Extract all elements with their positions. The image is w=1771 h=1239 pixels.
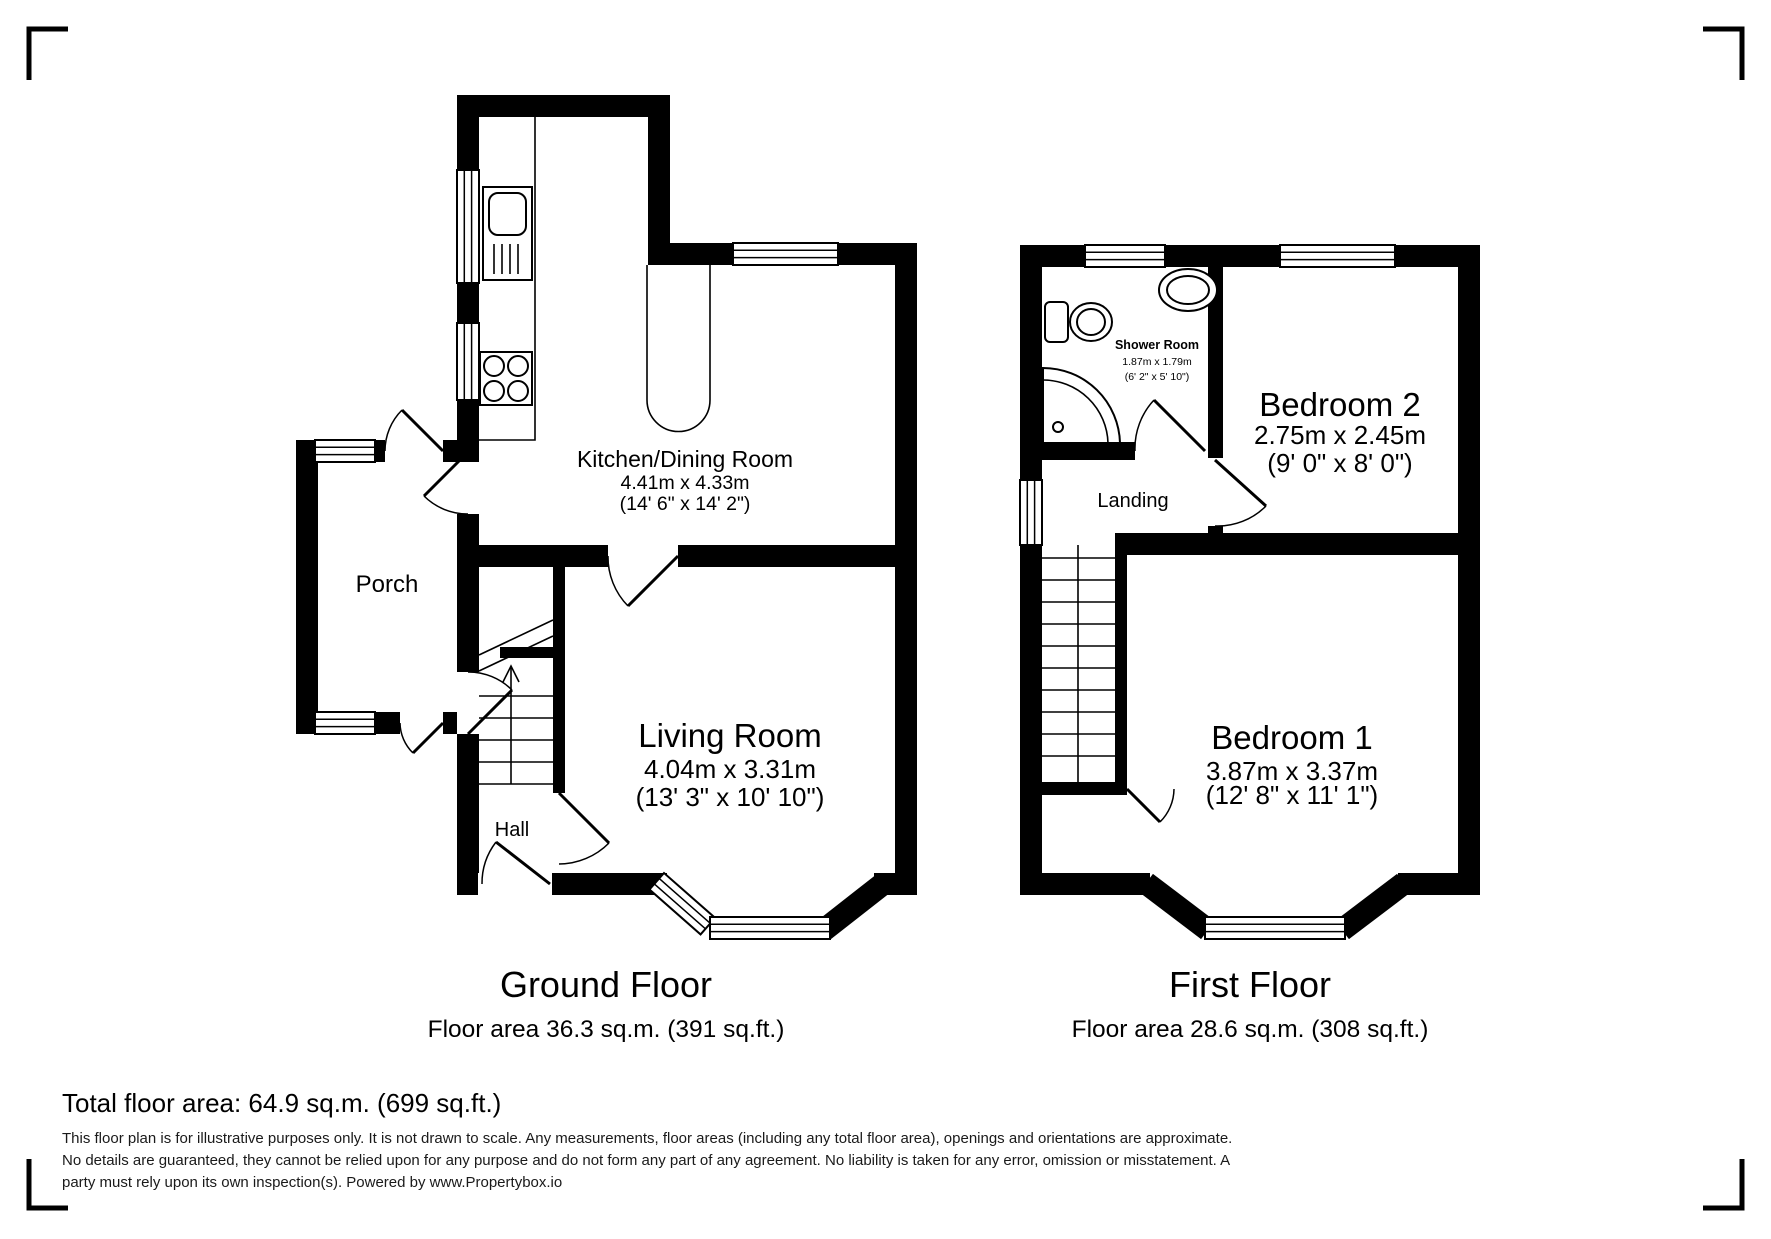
room-label-landing: Landing [1097,490,1169,512]
window [315,712,375,734]
first-floor-plan [1020,245,1480,939]
room-dims-bedroom2-metric: 2.75m x 2.45m [1254,420,1426,450]
room-dims-bedroom2-imperial: (9' 0" x 8' 0") [1267,448,1413,478]
corner-mark-bottom-right [1703,1159,1742,1208]
corner-mark-top-left [29,29,68,80]
gf-staircase [479,620,553,784]
room-dims-kitchen-imperial: (14' 6" x 14' 2") [619,493,751,515]
kitchen-hob [480,352,532,405]
window [1280,245,1395,267]
window [733,243,838,265]
room-dims-bedroom1-imperial: (12' 8" x 11' 1") [1205,780,1379,810]
ff-windows [1020,245,1395,939]
door-swing [559,793,609,864]
room-label-porch: Porch [355,571,419,598]
disclaimer-text: This floor plan is for illustrative purposes only. It is not drawn to scale. Any measurements, floor areas (including any total floor area), openings and orientations are approximate. No details are guaranteed, they cannot be relied upon for any purpose and do not form any part of any agreement. No liability is taken for any error, omission or misstatement. A party must rely upon its own inspection(s). Powered by www.Propertybox.io [62,1130,1233,1192]
window [457,323,479,400]
window [1085,245,1165,267]
toilet [1045,302,1112,342]
room-dims-shower-metric: 1.87m x 1.79m [1122,356,1192,368]
door-swing [482,842,550,884]
room-label-bedroom1: Bedroom 1 [1211,719,1373,756]
room-dims-living-imperial: (13' 3" x 10' 10") [635,782,825,812]
room-dims-bedroom1-metric: 3.87m x 3.37m [1206,756,1378,786]
corner-marks [29,29,1742,1208]
corner-shower [1043,368,1120,443]
kitchen-sink [483,187,532,280]
room-label-hall: Hall [494,819,530,841]
room-label-kitchen: Kitchen/Dining Room [576,446,794,472]
first-floor-title: First Floor [1169,964,1331,1005]
bay-window [710,917,830,939]
door-swing [400,723,443,753]
room-label-living: Living Room [638,717,822,754]
door-swing [1215,460,1266,526]
window [457,170,479,283]
door-swing [468,672,512,734]
door-swing [608,556,678,606]
ff-walls [1020,245,1480,930]
ground-floor-area: Floor area 36.3 sq.m. (391 sq.ft.) [427,1016,785,1043]
bay-window [649,873,715,934]
door-swing [1135,400,1205,451]
room-label-shower: Shower Room [1114,338,1200,352]
room-dims-kitchen-metric: 4.41m x 4.33m [620,472,750,494]
ground-floor-plan [296,95,917,939]
door-swing [1127,789,1174,822]
room-dims-living-metric: 4.04m x 3.31m [644,754,816,784]
basin [1159,269,1217,311]
window [315,440,375,462]
captions [62,964,1428,1118]
room-dims-shower-imperial: (6' 2" x 5' 10") [1124,371,1190,383]
window [1020,480,1042,545]
room-label-bedroom2: Bedroom 2 [1259,386,1421,423]
total-floor-area: Total floor area: 64.9 sq.m. (699 sq.ft.) [62,1088,502,1118]
door-swing [385,410,443,451]
chimney-breast [647,265,710,432]
bay-window [1205,917,1345,939]
ff-staircase [1042,545,1115,782]
first-floor-area: Floor area 28.6 sq.m. (308 sq.ft.) [1071,1016,1429,1043]
ground-floor-title: Ground Floor [499,964,713,1005]
corner-mark-top-right [1703,29,1742,80]
